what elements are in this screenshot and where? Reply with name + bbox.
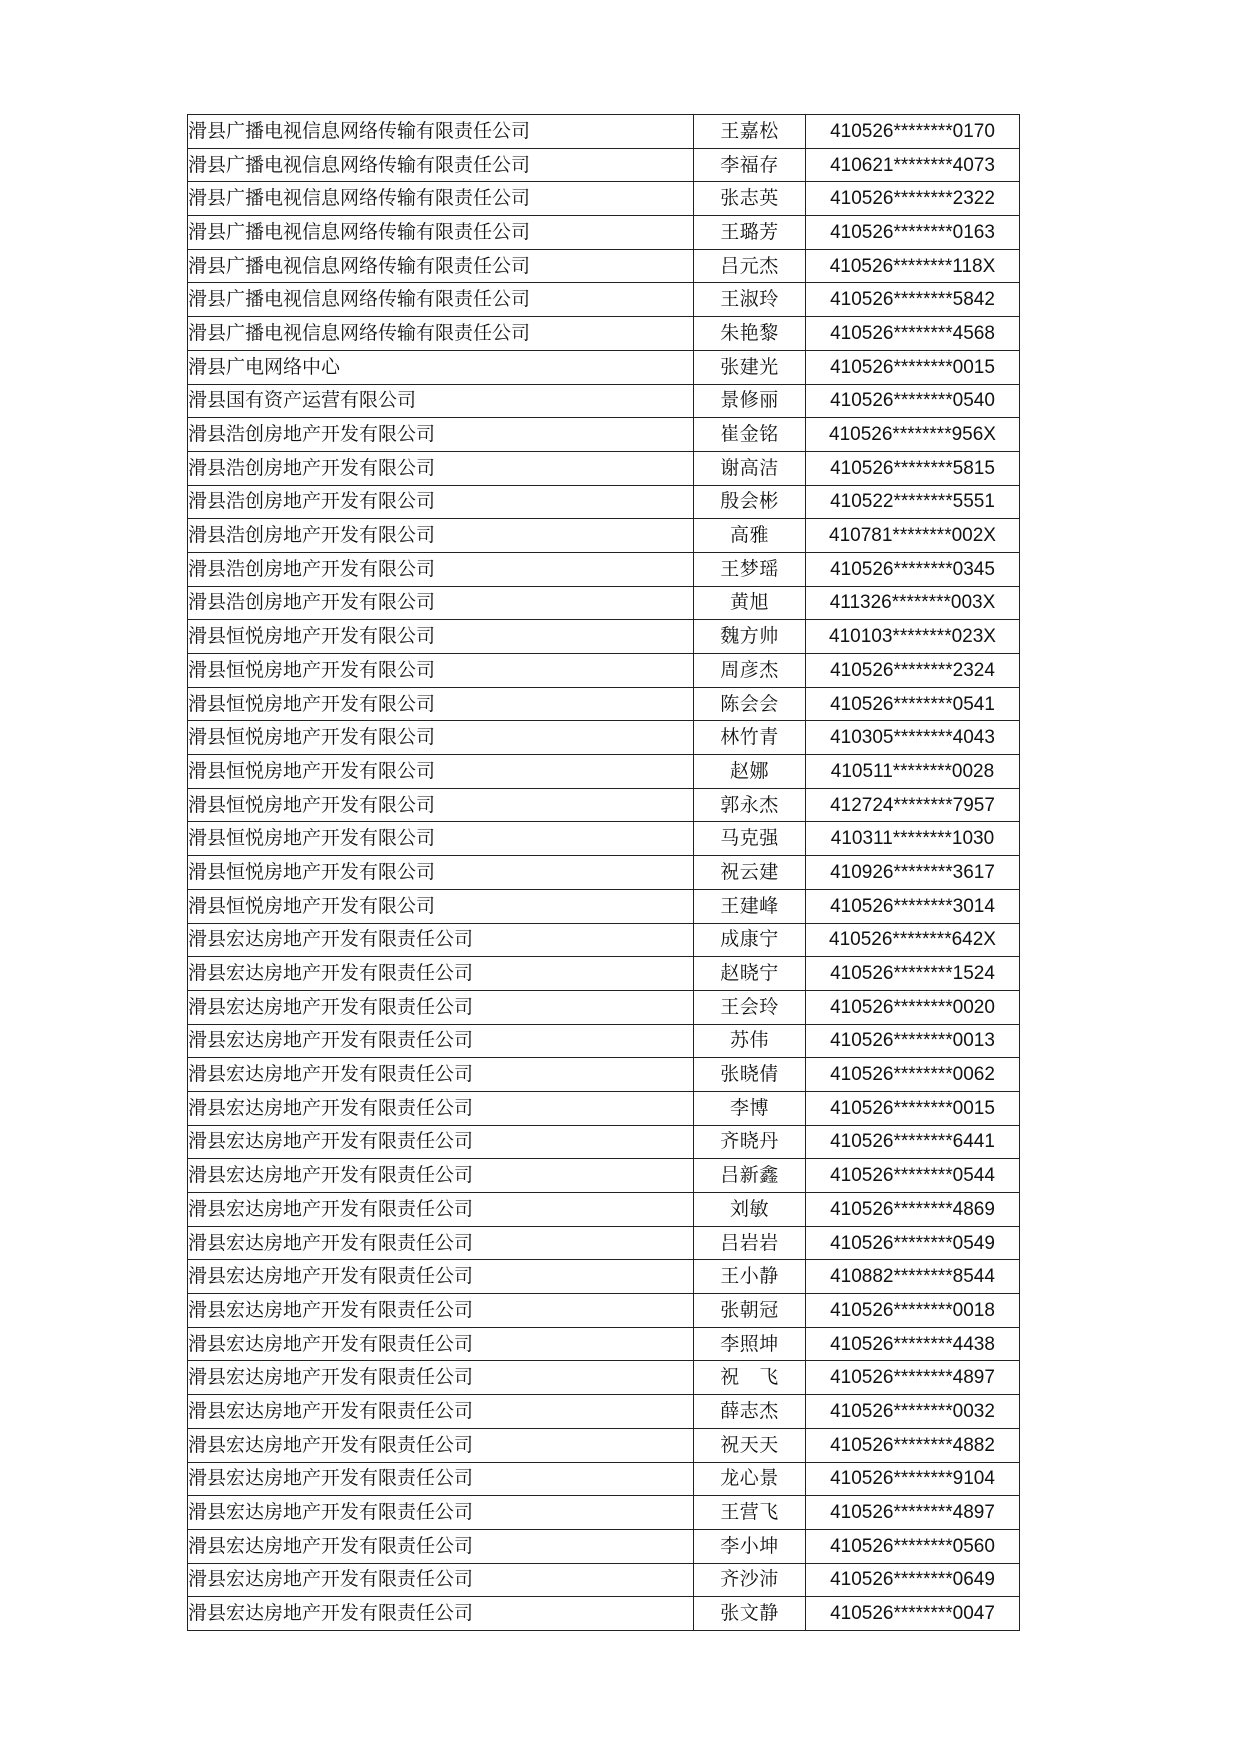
company-cell: 滑县浩创房地产开发有限公司 [188, 552, 694, 586]
table-row [188, 1496, 1020, 1530]
company-cell: 滑县广播电视信息网络传输有限责任公司 [188, 283, 694, 317]
id-number-cell: 410526********0015 [806, 1091, 1020, 1125]
company-cell: 滑县宏达房地产开发有限责任公司 [188, 1428, 694, 1462]
person-name-cell: 吕岩岩 [694, 1226, 806, 1260]
company-cell: 滑县恒悦房地产开发有限公司 [188, 721, 694, 755]
table-row [188, 755, 1020, 789]
table-row [188, 350, 1020, 384]
company-cell: 滑县宏达房地产开发有限责任公司 [188, 1260, 694, 1294]
id-number-cell: 410526********118X [806, 249, 1020, 283]
table-row [188, 418, 1020, 452]
id-number-cell: 410526********3014 [806, 889, 1020, 923]
person-name-cell: 苏伟 [694, 1024, 806, 1058]
company-cell: 滑县宏达房地产开发有限责任公司 [188, 1496, 694, 1530]
table-row [188, 957, 1020, 991]
id-number-cell: 410526********956X [806, 418, 1020, 452]
person-name-cell: 王建峰 [694, 889, 806, 923]
person-name-cell: 林竹青 [694, 721, 806, 755]
table-row [188, 1260, 1020, 1294]
person-name-cell: 龙心景 [694, 1462, 806, 1496]
id-number-cell: 410526********4869 [806, 1193, 1020, 1227]
table-row [188, 1125, 1020, 1159]
table-row [188, 451, 1020, 485]
company-cell: 滑县恒悦房地产开发有限公司 [188, 889, 694, 923]
company-cell: 滑县广播电视信息网络传输有限责任公司 [188, 182, 694, 216]
company-cell: 滑县宏达房地产开发有限责任公司 [188, 1462, 694, 1496]
company-cell: 滑县宏达房地产开发有限责任公司 [188, 1529, 694, 1563]
company-cell: 滑县恒悦房地产开发有限公司 [188, 856, 694, 890]
table-row [188, 519, 1020, 553]
company-cell: 滑县浩创房地产开发有限公司 [188, 519, 694, 553]
person-name-cell: 高雅 [694, 519, 806, 553]
person-name-cell: 祝天天 [694, 1428, 806, 1462]
table-row [188, 249, 1020, 283]
company-cell: 滑县恒悦房地产开发有限公司 [188, 620, 694, 654]
table-row [188, 687, 1020, 721]
person-name-cell: 李照坤 [694, 1327, 806, 1361]
table-row [188, 1563, 1020, 1597]
person-name-cell: 郭永杰 [694, 788, 806, 822]
person-name-cell: 张晓倩 [694, 1058, 806, 1092]
person-name-cell: 祝 飞 [694, 1361, 806, 1395]
table-row [188, 889, 1020, 923]
company-cell: 滑县宏达房地产开发有限责任公司 [188, 1361, 694, 1395]
person-name-cell: 魏方帅 [694, 620, 806, 654]
person-name-cell: 马克强 [694, 822, 806, 856]
id-number-cell: 410526********1524 [806, 957, 1020, 991]
person-name-cell: 吕元杰 [694, 249, 806, 283]
id-number-cell: 410103********023X [806, 620, 1020, 654]
id-number-cell: 410526********4897 [806, 1361, 1020, 1395]
person-name-cell: 朱艳黎 [694, 317, 806, 351]
id-number-cell: 410311********1030 [806, 822, 1020, 856]
company-cell: 滑县宏达房地产开发有限责任公司 [188, 957, 694, 991]
person-name-cell: 殷会彬 [694, 485, 806, 519]
company-cell: 滑县宏达房地产开发有限责任公司 [188, 1024, 694, 1058]
table-row [188, 1193, 1020, 1227]
table-row [188, 1361, 1020, 1395]
id-number-cell: 410526********0170 [806, 115, 1020, 149]
id-number-cell: 410526********0345 [806, 552, 1020, 586]
table-row [188, 721, 1020, 755]
id-number-cell: 410526********0062 [806, 1058, 1020, 1092]
company-cell: 滑县广播电视信息网络传输有限责任公司 [188, 148, 694, 182]
table-row [188, 1226, 1020, 1260]
id-number-cell: 410526********0549 [806, 1226, 1020, 1260]
person-name-cell: 成康宁 [694, 923, 806, 957]
company-cell: 滑县广电网络中心 [188, 350, 694, 384]
company-cell: 滑县广播电视信息网络传输有限责任公司 [188, 216, 694, 250]
company-cell: 滑县国有资产运营有限公司 [188, 384, 694, 418]
person-name-cell: 景修丽 [694, 384, 806, 418]
table-row [188, 620, 1020, 654]
table-row [188, 1597, 1020, 1631]
id-number-cell: 410882********8544 [806, 1260, 1020, 1294]
id-number-cell: 410526********0649 [806, 1563, 1020, 1597]
company-cell: 滑县广播电视信息网络传输有限责任公司 [188, 115, 694, 149]
table-row [188, 586, 1020, 620]
table-row [188, 148, 1020, 182]
id-number-cell: 410526********0047 [806, 1597, 1020, 1631]
id-number-cell: 410526********4882 [806, 1428, 1020, 1462]
company-cell: 滑县宏达房地产开发有限责任公司 [188, 1327, 694, 1361]
table-row [188, 1395, 1020, 1429]
person-name-cell: 张文静 [694, 1597, 806, 1631]
company-cell: 滑县宏达房地产开发有限责任公司 [188, 1193, 694, 1227]
person-name-cell: 刘敏 [694, 1193, 806, 1227]
company-cell: 滑县浩创房地产开发有限公司 [188, 586, 694, 620]
person-name-cell: 周彦杰 [694, 654, 806, 688]
id-number-cell: 410526********0540 [806, 384, 1020, 418]
table-row [188, 552, 1020, 586]
roster-table-body [188, 115, 1020, 1631]
person-name-cell: 张建光 [694, 350, 806, 384]
id-number-cell: 410526********0020 [806, 990, 1020, 1024]
company-cell: 滑县恒悦房地产开发有限公司 [188, 654, 694, 688]
id-number-cell: 410526********0560 [806, 1529, 1020, 1563]
table-row [188, 1058, 1020, 1092]
table-row [188, 485, 1020, 519]
company-cell: 滑县宏达房地产开发有限责任公司 [188, 1125, 694, 1159]
company-cell: 滑县恒悦房地产开发有限公司 [188, 755, 694, 789]
company-cell: 滑县浩创房地产开发有限公司 [188, 451, 694, 485]
person-name-cell: 黄旭 [694, 586, 806, 620]
person-name-cell: 陈会会 [694, 687, 806, 721]
company-cell: 滑县宏达房地产开发有限责任公司 [188, 1159, 694, 1193]
table-row [188, 1091, 1020, 1125]
person-name-cell: 王会玲 [694, 990, 806, 1024]
company-cell: 滑县恒悦房地产开发有限公司 [188, 687, 694, 721]
table-row [188, 317, 1020, 351]
table-row [188, 788, 1020, 822]
id-number-cell: 410781********002X [806, 519, 1020, 553]
id-number-cell: 410526********0544 [806, 1159, 1020, 1193]
table-row [188, 1462, 1020, 1496]
company-cell: 滑县浩创房地产开发有限公司 [188, 485, 694, 519]
company-cell: 滑县宏达房地产开发有限责任公司 [188, 1091, 694, 1125]
id-number-cell: 410526********0018 [806, 1294, 1020, 1328]
roster-table [187, 114, 1020, 1631]
company-cell: 滑县宏达房地产开发有限责任公司 [188, 1294, 694, 1328]
person-name-cell: 李小坤 [694, 1529, 806, 1563]
company-cell: 滑县恒悦房地产开发有限公司 [188, 822, 694, 856]
id-number-cell: 410526********0541 [806, 687, 1020, 721]
id-number-cell: 410926********3617 [806, 856, 1020, 890]
table-row [188, 1529, 1020, 1563]
person-name-cell: 王梦瑶 [694, 552, 806, 586]
id-number-cell: 411326********003X [806, 586, 1020, 620]
company-cell: 滑县恒悦房地产开发有限公司 [188, 788, 694, 822]
table-row [188, 115, 1020, 149]
company-cell: 滑县宏达房地产开发有限责任公司 [188, 1226, 694, 1260]
person-name-cell: 李福存 [694, 148, 806, 182]
id-number-cell: 410526********6441 [806, 1125, 1020, 1159]
id-number-cell: 410526********5842 [806, 283, 1020, 317]
person-name-cell: 王璐芳 [694, 216, 806, 250]
id-number-cell: 410526********0163 [806, 216, 1020, 250]
person-name-cell: 王嘉松 [694, 115, 806, 149]
table-row [188, 822, 1020, 856]
id-number-cell: 410526********0032 [806, 1395, 1020, 1429]
person-name-cell: 薛志杰 [694, 1395, 806, 1429]
id-number-cell: 410305********4043 [806, 721, 1020, 755]
company-cell: 滑县广播电视信息网络传输有限责任公司 [188, 249, 694, 283]
table-row [188, 1428, 1020, 1462]
company-cell: 滑县宏达房地产开发有限责任公司 [188, 990, 694, 1024]
company-cell: 滑县宏达房地产开发有限责任公司 [188, 1563, 694, 1597]
person-name-cell: 崔金铭 [694, 418, 806, 452]
table-row [188, 216, 1020, 250]
table-row [188, 283, 1020, 317]
company-cell: 滑县宏达房地产开发有限责任公司 [188, 923, 694, 957]
id-number-cell: 410522********5551 [806, 485, 1020, 519]
id-number-cell: 410526********5815 [806, 451, 1020, 485]
id-number-cell: 410526********642X [806, 923, 1020, 957]
person-name-cell: 张志英 [694, 182, 806, 216]
table-row [188, 1294, 1020, 1328]
person-name-cell: 王营飞 [694, 1496, 806, 1530]
table-row [188, 923, 1020, 957]
company-cell: 滑县宏达房地产开发有限责任公司 [188, 1395, 694, 1429]
table-row [188, 856, 1020, 890]
company-cell: 滑县广播电视信息网络传输有限责任公司 [188, 317, 694, 351]
id-number-cell: 410511********0028 [806, 755, 1020, 789]
table-row [188, 384, 1020, 418]
company-cell: 滑县宏达房地产开发有限责任公司 [188, 1597, 694, 1631]
person-name-cell: 赵晓宁 [694, 957, 806, 991]
company-cell: 滑县浩创房地产开发有限公司 [188, 418, 694, 452]
id-number-cell: 410526********0013 [806, 1024, 1020, 1058]
id-number-cell: 410526********4438 [806, 1327, 1020, 1361]
id-number-cell: 410526********4897 [806, 1496, 1020, 1530]
person-name-cell: 吕新鑫 [694, 1159, 806, 1193]
person-name-cell: 王淑玲 [694, 283, 806, 317]
table-row [188, 1159, 1020, 1193]
id-number-cell: 410526********2324 [806, 654, 1020, 688]
table-row [188, 182, 1020, 216]
id-number-cell: 410526********2322 [806, 182, 1020, 216]
table-row [188, 1327, 1020, 1361]
company-cell: 滑县宏达房地产开发有限责任公司 [188, 1058, 694, 1092]
person-name-cell: 齐沙沛 [694, 1563, 806, 1597]
table-row [188, 1024, 1020, 1058]
person-name-cell: 赵娜 [694, 755, 806, 789]
person-name-cell: 李博 [694, 1091, 806, 1125]
table-row [188, 654, 1020, 688]
id-number-cell: 410621********4073 [806, 148, 1020, 182]
id-number-cell: 412724********7957 [806, 788, 1020, 822]
person-name-cell: 祝云建 [694, 856, 806, 890]
table-row [188, 990, 1020, 1024]
id-number-cell: 410526********4568 [806, 317, 1020, 351]
id-number-cell: 410526********9104 [806, 1462, 1020, 1496]
person-name-cell: 张朝冠 [694, 1294, 806, 1328]
id-number-cell: 410526********0015 [806, 350, 1020, 384]
person-name-cell: 王小静 [694, 1260, 806, 1294]
person-name-cell: 谢高洁 [694, 451, 806, 485]
person-name-cell: 齐晓丹 [694, 1125, 806, 1159]
